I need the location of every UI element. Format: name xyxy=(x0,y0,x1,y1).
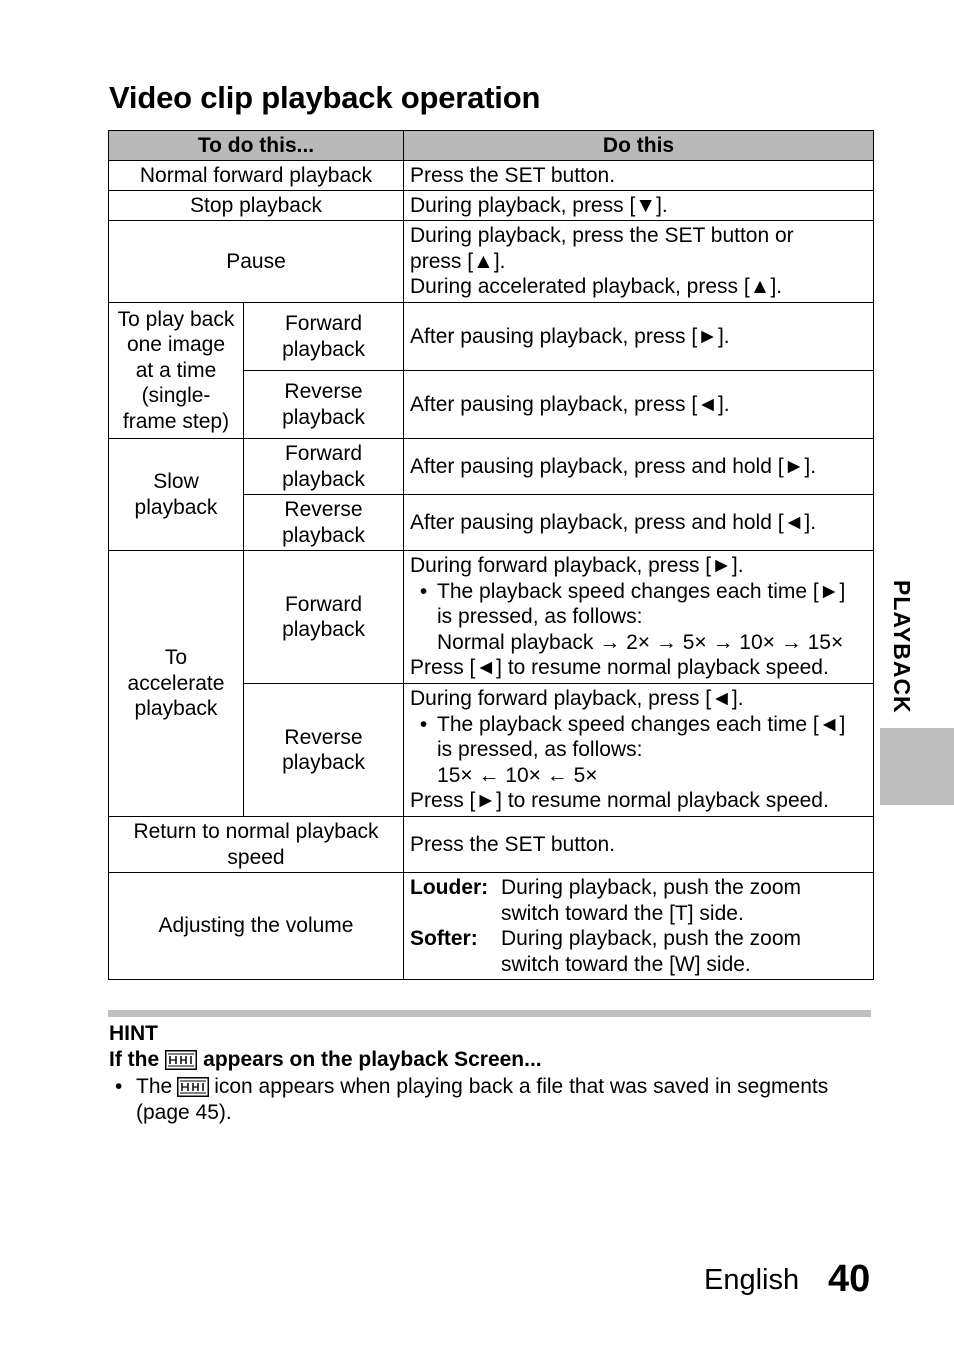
segmented-file-icon xyxy=(165,1050,197,1070)
table-row xyxy=(109,303,874,371)
row-label: Adjusting the volume xyxy=(109,873,404,980)
table-row xyxy=(109,551,874,684)
row-label: Return to normal playback speed xyxy=(109,817,404,873)
row-action: Press the SET button. xyxy=(404,161,874,191)
bullet-dot: • xyxy=(419,579,428,603)
bullet-dot: • xyxy=(419,712,428,736)
row-action xyxy=(404,873,874,980)
row-action: During playback, press [▼]. xyxy=(404,191,874,221)
footer-language: English xyxy=(704,1264,800,1296)
row-label: Stop playback xyxy=(109,191,404,221)
bullet-item: • The playback speed changes each time [◄] xyxy=(410,712,867,738)
table-row xyxy=(109,439,874,495)
header-do-this: Do this xyxy=(404,131,874,161)
table-row xyxy=(109,161,874,191)
hint-heading: HINT xyxy=(109,1022,158,1045)
sub-label: Reverse playback xyxy=(244,371,404,439)
hint-body: • The icon appears when playing back a file that was saved in segments (page 45). xyxy=(115,1075,829,1124)
page-number: 40 xyxy=(828,1258,871,1300)
bullet-dot: • xyxy=(115,1075,123,1098)
louder-entry: Louder: During playback, push the zoom switch toward the [T] side. xyxy=(410,876,802,925)
sub-label: Forward playback xyxy=(244,551,404,684)
sub-label: Reverse playback xyxy=(244,495,404,551)
row-action: During forward playback, press [◄]. • The playback speed changes each time [◄] is pressed, as follows: 15× ← 10× ← 5× Press [►] to resume normal playback speed. xyxy=(404,684,874,817)
row-action: After pausing playback, press [►]. xyxy=(404,303,874,371)
operations-table xyxy=(108,130,874,980)
bullet-item: • The playback speed changes each time [►] xyxy=(410,579,867,605)
softer-entry: Softer: During playback, push the zoom switch toward the [W] side. xyxy=(410,927,802,976)
sub-label: Forward playback xyxy=(244,303,404,371)
row-action: Press the SET button. xyxy=(404,817,874,873)
row-label: To accelerate playback xyxy=(109,551,244,817)
table-row xyxy=(109,817,874,873)
hint-subheading: If the appears on the playback Screen... xyxy=(109,1048,542,1071)
row-action: After pausing playback, press and hold [◄]. xyxy=(404,495,874,551)
sub-label: Forward playback xyxy=(244,439,404,495)
sub-label: Reverse playback xyxy=(244,684,404,817)
row-label: To play back one image at a time (single- frame step) xyxy=(109,303,244,439)
row-action: During forward playback, press [►]. • The playback speed changes each time [►] is pressed, as follows: Normal playback → 2× → 5× → 10× → 15× Press [◄] to resume normal playback speed. xyxy=(404,551,874,684)
row-action: During playback, press the SET button or press [▲]. During accelerated playback, press [▲]. xyxy=(404,221,874,303)
row-action: After pausing playback, press and hold [►]. xyxy=(404,439,874,495)
section-side-label: PLAYBACK xyxy=(889,580,915,714)
page-title: Video clip playback operation xyxy=(109,80,541,115)
header-to-do: To do this... xyxy=(109,131,404,161)
table-row xyxy=(109,191,874,221)
row-action: After pausing playback, press [◄]. xyxy=(404,371,874,439)
table-header-row xyxy=(109,131,874,161)
hint-divider xyxy=(108,1010,871,1017)
segmented-file-icon xyxy=(176,1077,210,1097)
row-label: Normal forward playback xyxy=(109,161,404,191)
row-label: Slow playback xyxy=(109,439,244,551)
table-row xyxy=(109,873,874,980)
section-tab-marker xyxy=(880,728,954,805)
row-label: Pause xyxy=(109,221,404,303)
table-row xyxy=(109,221,874,303)
